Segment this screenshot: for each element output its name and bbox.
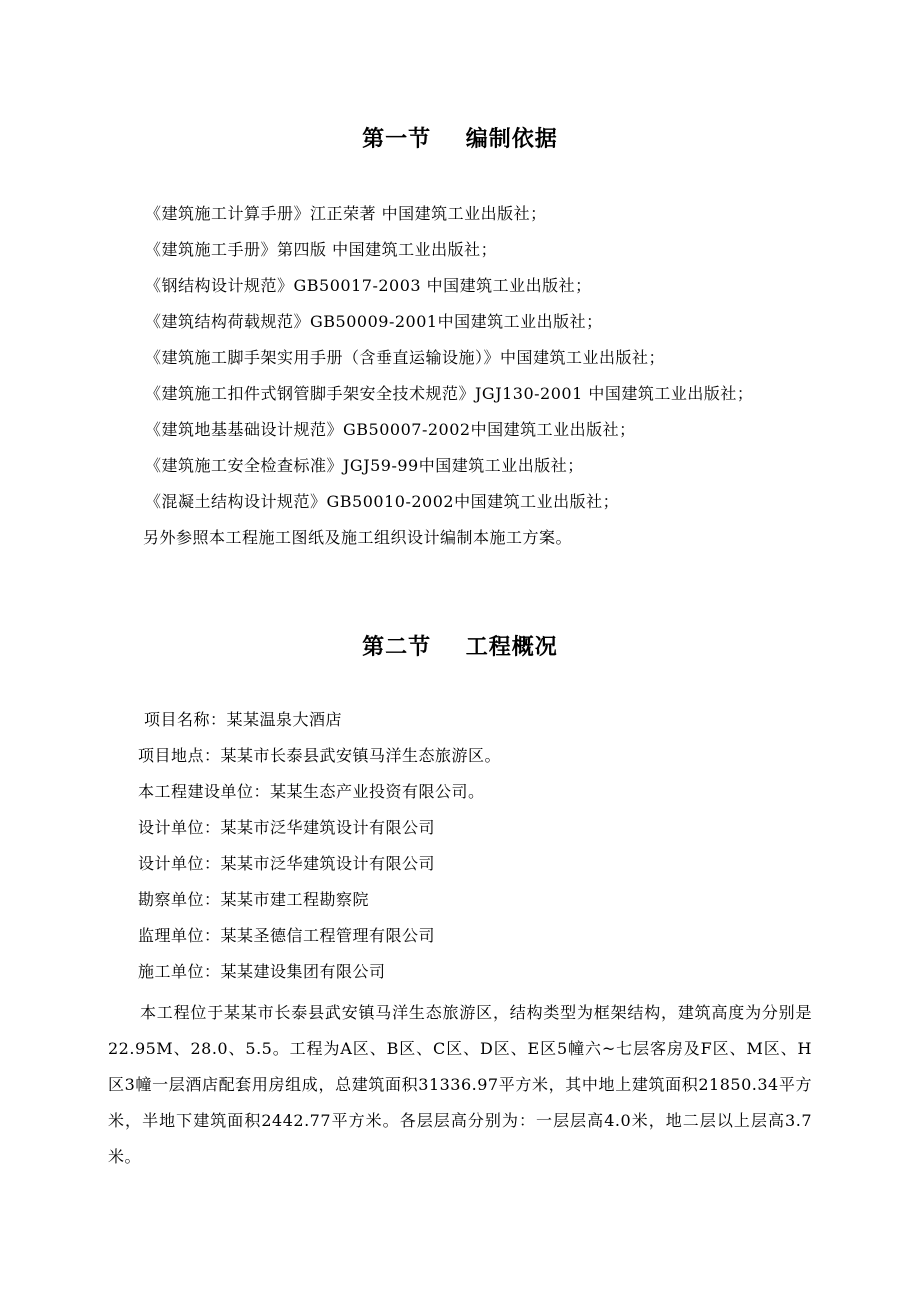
project-name: 项目名称：某某温泉大酒店: [144, 710, 343, 729]
project-owner: 本工程建设单位：某某生态产业投资有限公司。: [138, 782, 485, 801]
construction-unit: 施工单位：某某建设集团有限公司: [138, 962, 386, 981]
reference-item: 《混凝土结构设计规范》GB50010-2002中国建筑工业出版社；: [145, 492, 620, 511]
design-unit: 设计单位：某某市泛华建筑设计有限公司: [138, 854, 436, 873]
reference-note: 另外参照本工程施工图纸及施工组织设计编制本施工方案。: [143, 528, 573, 547]
survey-unit: 勘察单位：某某市建工程勘察院: [138, 890, 370, 909]
reference-item: 《建筑施工安全检查标准》JGJ59-99中国建筑工业出版社；: [145, 456, 584, 475]
supervision-unit: 监理单位：某某圣德信工程管理有限公司: [138, 926, 436, 945]
section-1-heading: 第一节 编制依据: [362, 127, 558, 152]
reference-list: [145, 200, 753, 560]
project-info-list: [138, 706, 501, 994]
project-location: 项目地点：某某市长泰县武安镇马洋生态旅游区。: [138, 746, 502, 765]
section-2-heading: 第二节 工程概况: [362, 635, 558, 660]
reference-item: 《建筑施工手册》第四版 中国建筑工业出版社；: [145, 240, 498, 259]
project-description: 本工程位于某某市长泰县武安镇马洋生态旅游区，结构类型为框架结构，建筑高度为分别是22.95M、28.0、5.5。工程为A区、B区、C区、D区、E区5幢六~七层客房及F区、M区、H区3幢一层酒店配套用房组成，总建筑面积31336.97平方米，其中地上建筑面积21850.34平方米，半地下建筑面积2442.77平方米。各层层高分别为：一层层高4.0米，地二层以上层高3.7米。: [108, 1003, 812, 1166]
reference-item: 《建筑结构荷载规范》GB50009-2001中国建筑工业出版社；: [145, 312, 603, 331]
design-unit: 设计单位：某某市泛华建筑设计有限公司: [138, 818, 436, 837]
reference-item: 《建筑施工计算手册》江正荣著 中国建筑工业出版社；: [145, 204, 547, 223]
reference-item: 《建筑施工脚手架实用手册（含垂直运输设施）》中国建筑工业出版社；: [145, 348, 666, 367]
reference-item: 《建筑地基基础设计规范》GB50007-2002中国建筑工业出版社；: [145, 420, 636, 439]
reference-item: 《钢结构设计规范》GB50017-2003 中国建筑工业出版社；: [145, 276, 592, 295]
reference-item: 《建筑施工扣件式钢管脚手架安全技术规范》JGJ130-2001 中国建筑工业出版社；: [145, 384, 754, 403]
